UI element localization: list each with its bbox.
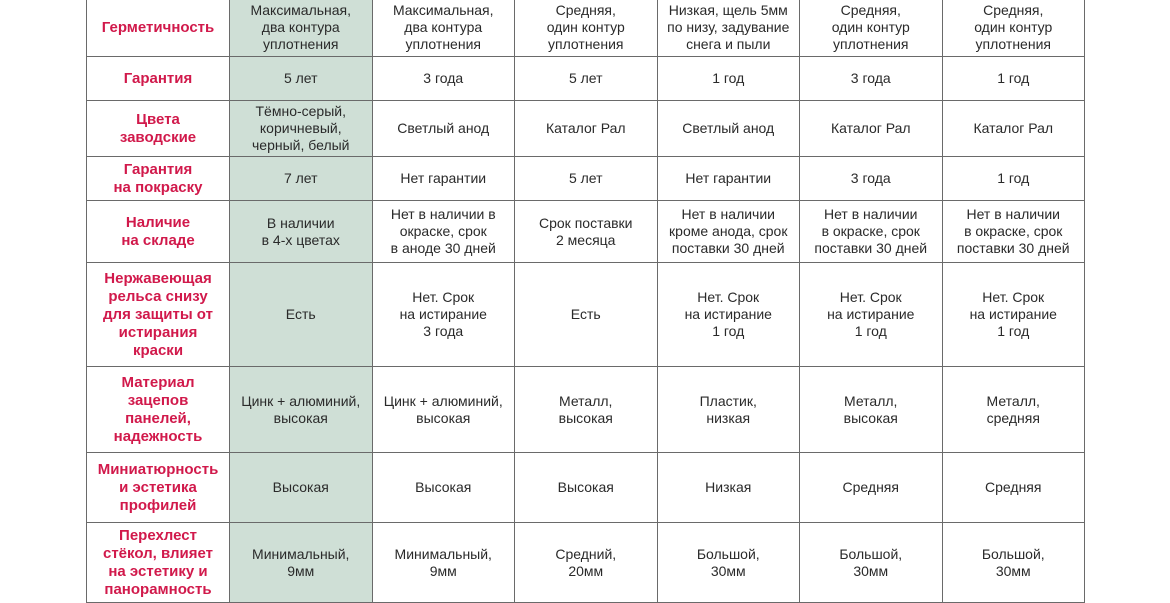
table-cell: Средняя, один контур уплотнения [515, 0, 658, 57]
row-label-hook-material: Материал зацепов панелей, надежность [87, 367, 230, 453]
table-cell: Тёмно-серый, коричневый, черный, белый [230, 101, 373, 157]
table-cell: Нет в наличии в окраске, срок поставки 30 дней [800, 201, 943, 263]
table-row-hook-material [87, 367, 1085, 453]
table-cell: 5 лет [515, 57, 658, 101]
row-label-factory-colors: Цвета заводские [87, 101, 230, 157]
table-row-airtightness [87, 0, 1085, 57]
table-cell: Нет. Срок на истирание 3 года [372, 263, 515, 367]
table-cell: Есть [230, 263, 373, 367]
comparison-table-wrapper [86, 0, 1084, 603]
table-cell: 1 год [942, 57, 1085, 101]
table-cell: Пластик, низкая [657, 367, 800, 453]
table-cell: Нет в наличии в окраске, срок в аноде 30 дней [372, 201, 515, 263]
table-cell: Нет. Срок на истирание 1 год [942, 263, 1085, 367]
table-cell: 5 лет [515, 157, 658, 201]
table-cell: Средняя [800, 453, 943, 523]
table-cell: Нет в наличии в окраске, срок поставки 30 дней [942, 201, 1085, 263]
table-row-stainless-rail [87, 263, 1085, 367]
table-cell: 1 год [657, 57, 800, 101]
table-cell: Нет в наличии кроме анода, срок поставки 30 дней [657, 201, 800, 263]
row-label-stock-availability: Наличие на складе [87, 201, 230, 263]
row-label-stainless-rail: Нержавеющая рельса снизу для защиты от истирания краски [87, 263, 230, 367]
table-row-paint-warranty [87, 157, 1085, 201]
table-cell: Средняя [942, 453, 1085, 523]
row-label-warranty: Гарантия [87, 57, 230, 101]
table-cell: Низкая, щель 5мм по низу, задувание снега и пыли [657, 0, 800, 57]
table-cell: Металл, высокая [800, 367, 943, 453]
table-row-factory-colors [87, 101, 1085, 157]
table-cell: Каталог Рал [800, 101, 943, 157]
table-cell: 3 года [800, 157, 943, 201]
table-cell: Срок поставки 2 месяца [515, 201, 658, 263]
table-cell: Высокая [515, 453, 658, 523]
table-cell: 7 лет [230, 157, 373, 201]
table-cell: Каталог Рал [942, 101, 1085, 157]
table-cell: Большой, 30мм [657, 523, 800, 603]
table-cell: Большой, 30мм [942, 523, 1085, 603]
table-cell: Большой, 30мм [800, 523, 943, 603]
table-cell: Каталог Рал [515, 101, 658, 157]
table-cell: Нет гарантии [657, 157, 800, 201]
table-cell: Светлый анод [657, 101, 800, 157]
table-cell: Металл, высокая [515, 367, 658, 453]
table-cell: Нет. Срок на истирание 1 год [657, 263, 800, 367]
table-cell: 1 год [942, 157, 1085, 201]
table-cell: Средняя, один контур уплотнения [800, 0, 943, 57]
table-cell: Низкая [657, 453, 800, 523]
table-cell: Средняя, один контур уплотнения [942, 0, 1085, 57]
table-row-stock-availability [87, 201, 1085, 263]
table-cell: Средний, 20мм [515, 523, 658, 603]
table-cell: Максимальная, два контура уплотнения [230, 0, 373, 57]
table-cell: 3 года [800, 57, 943, 101]
table-cell: Цинк + алюминий, высокая [372, 367, 515, 453]
table-cell: Минимальный, 9мм [372, 523, 515, 603]
table-cell: Минимальный, 9мм [230, 523, 373, 603]
table-cell: Светлый анод [372, 101, 515, 157]
table-cell: Максимальная, два контура уплотнения [372, 0, 515, 57]
row-label-profile-aesthetics: Миниатюрность и эстетика профилей [87, 453, 230, 523]
table-row-profile-aesthetics [87, 453, 1085, 523]
row-label-paint-warranty: Гарантия на покраску [87, 157, 230, 201]
table-cell: 3 года [372, 57, 515, 101]
table-row-glass-overlap [87, 523, 1085, 603]
table-cell: Есть [515, 263, 658, 367]
comparison-table [86, 0, 1085, 603]
table-cell: Цинк + алюминий, высокая [230, 367, 373, 453]
row-label-glass-overlap: Перехлест стёкол, влияет на эстетику и панорамность [87, 523, 230, 603]
comparison-table-body [87, 0, 1085, 603]
table-cell: Высокая [372, 453, 515, 523]
table-cell: Нет. Срок на истирание 1 год [800, 263, 943, 367]
table-cell: 5 лет [230, 57, 373, 101]
table-cell: В наличии в 4-х цветах [230, 201, 373, 263]
table-cell: Высокая [230, 453, 373, 523]
row-label-airtightness: Герметичность [87, 0, 230, 57]
table-cell: Нет гарантии [372, 157, 515, 201]
table-cell: Металл, средняя [942, 367, 1085, 453]
table-row-warranty [87, 57, 1085, 101]
